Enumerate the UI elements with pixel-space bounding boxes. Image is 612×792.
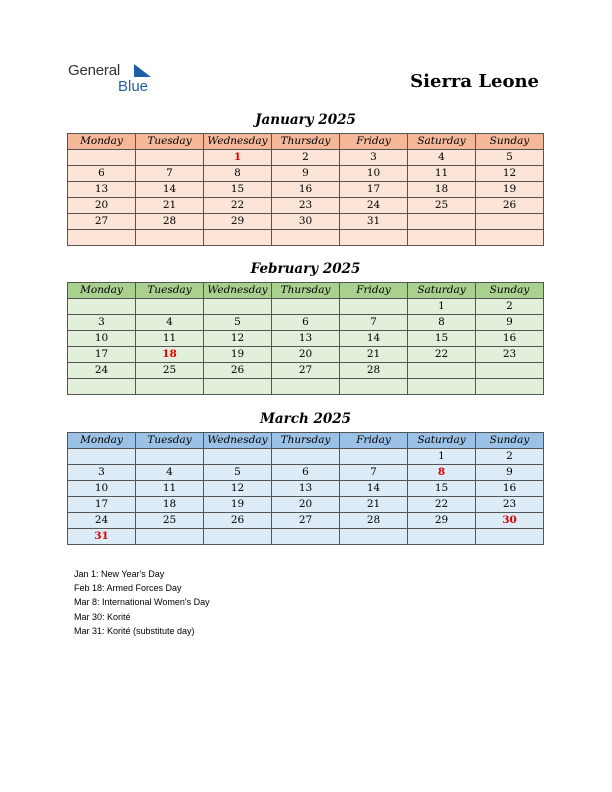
day-cell: 3	[68, 465, 136, 481]
weekday-header-row	[68, 283, 544, 299]
day-cell: 18	[408, 182, 476, 198]
week-row	[68, 379, 544, 395]
day-cell: 18	[136, 497, 204, 513]
day-cell	[68, 230, 136, 246]
day-cell: 26	[204, 513, 272, 529]
weekday-header-row	[68, 134, 544, 150]
weekday-wednesday: Wednesday	[204, 283, 272, 299]
holiday-day-cell: 8	[408, 465, 476, 481]
day-cell: 12	[204, 481, 272, 497]
day-cell: 25	[136, 513, 204, 529]
day-cell: 27	[272, 513, 340, 529]
day-cell: 24	[68, 363, 136, 379]
logo	[68, 62, 158, 96]
day-cell: 14	[340, 331, 408, 347]
day-cell	[340, 230, 408, 246]
day-cell: 26	[204, 363, 272, 379]
day-cell	[272, 529, 340, 545]
holiday-note: Feb 18: Armed Forces Day	[74, 583, 182, 594]
day-cell: 19	[476, 182, 544, 198]
week-row	[68, 182, 544, 198]
day-cell: 6	[272, 465, 340, 481]
week-row	[68, 363, 544, 379]
day-cell: 12	[476, 166, 544, 182]
day-cell: 20	[272, 497, 340, 513]
day-cell: 5	[204, 315, 272, 331]
weekday-sunday: Sunday	[476, 283, 544, 299]
day-cell: 12	[204, 331, 272, 347]
weekday-thursday: Thursday	[272, 134, 340, 150]
logo-blue-text: Blue	[118, 78, 149, 95]
week-row	[68, 315, 544, 331]
weekday-monday: Monday	[68, 433, 136, 449]
day-cell	[476, 363, 544, 379]
holiday-note: Jan 1: New Year's Day	[74, 569, 165, 579]
day-cell: 14	[340, 481, 408, 497]
day-cell: 19	[204, 347, 272, 363]
day-cell: 20	[272, 347, 340, 363]
day-cell: 5	[476, 150, 544, 166]
day-cell	[204, 299, 272, 315]
holiday-day-cell: 18	[136, 347, 204, 363]
day-cell: 9	[476, 465, 544, 481]
day-cell: 2	[476, 449, 544, 465]
week-row	[68, 230, 544, 246]
day-cell	[136, 150, 204, 166]
day-cell: 21	[136, 198, 204, 214]
holiday-note: Mar 8: International Women's Day	[74, 597, 210, 608]
day-cell	[204, 230, 272, 246]
day-cell: 1	[408, 299, 476, 315]
week-row	[68, 166, 544, 182]
day-cell	[340, 299, 408, 315]
day-cell: 13	[68, 182, 136, 198]
day-cell: 5	[204, 465, 272, 481]
holiday-notes	[74, 567, 210, 638]
day-cell: 4	[136, 465, 204, 481]
day-cell	[408, 214, 476, 230]
day-cell	[476, 214, 544, 230]
day-cell: 30	[272, 214, 340, 230]
day-cell: 11	[408, 166, 476, 182]
weekday-tuesday: Tuesday	[136, 134, 204, 150]
day-cell: 4	[136, 315, 204, 331]
day-cell: 29	[408, 513, 476, 529]
holiday-note: Mar 31: Korité (substitute day)	[74, 625, 195, 636]
day-cell: 10	[340, 166, 408, 182]
day-cell: 27	[272, 363, 340, 379]
calendar-body	[68, 449, 544, 545]
day-cell: 17	[340, 182, 408, 198]
day-cell: 13	[272, 331, 340, 347]
day-cell: 11	[136, 481, 204, 497]
day-cell: 10	[68, 481, 136, 497]
day-cell	[476, 230, 544, 246]
weekday-friday: Friday	[340, 283, 408, 299]
day-cell: 15	[204, 182, 272, 198]
day-cell: 2	[476, 299, 544, 315]
month-title-march: March 2025	[259, 411, 352, 427]
holiday-day-cell: 31	[68, 529, 136, 545]
day-cell	[204, 449, 272, 465]
month-title-february: February 2025	[250, 261, 361, 277]
day-cell: 23	[272, 198, 340, 214]
day-cell	[204, 529, 272, 545]
week-row	[68, 198, 544, 214]
day-cell: 23	[476, 347, 544, 363]
day-cell: 15	[408, 331, 476, 347]
week-row	[68, 465, 544, 481]
day-cell	[340, 449, 408, 465]
day-cell	[408, 230, 476, 246]
day-cell	[408, 363, 476, 379]
weekday-friday: Friday	[340, 134, 408, 150]
day-cell: 26	[476, 198, 544, 214]
day-cell: 28	[340, 513, 408, 529]
day-cell: 17	[68, 497, 136, 513]
day-cell: 16	[272, 182, 340, 198]
week-row	[68, 513, 544, 529]
day-cell	[136, 379, 204, 395]
day-cell	[340, 379, 408, 395]
week-row	[68, 299, 544, 315]
weekday-header-row	[68, 433, 544, 449]
holiday-note: Mar 30: Korité	[74, 611, 131, 622]
day-cell	[204, 379, 272, 395]
weekday-tuesday: Tuesday	[136, 433, 204, 449]
day-cell: 22	[204, 198, 272, 214]
day-cell: 28	[136, 214, 204, 230]
weekday-monday: Monday	[68, 283, 136, 299]
day-cell: 31	[340, 214, 408, 230]
day-cell	[408, 379, 476, 395]
day-cell: 29	[204, 214, 272, 230]
day-cell: 11	[136, 331, 204, 347]
day-cell	[136, 230, 204, 246]
weekday-sunday: Sunday	[476, 433, 544, 449]
week-row	[68, 449, 544, 465]
weekday-sunday: Sunday	[476, 134, 544, 150]
day-cell: 21	[340, 497, 408, 513]
week-row	[68, 331, 544, 347]
day-cell: 16	[476, 481, 544, 497]
day-cell	[68, 299, 136, 315]
day-cell: 24	[68, 513, 136, 529]
day-cell	[272, 379, 340, 395]
day-cell: 25	[408, 198, 476, 214]
day-cell	[136, 529, 204, 545]
day-cell	[136, 299, 204, 315]
day-cell	[68, 449, 136, 465]
weekday-saturday: Saturday	[408, 283, 476, 299]
holiday-day-cell: 1	[204, 150, 272, 166]
calendar-body	[68, 150, 544, 246]
weekday-wednesday: Wednesday	[204, 433, 272, 449]
day-cell: 3	[340, 150, 408, 166]
week-row	[68, 529, 544, 545]
calendar-body	[68, 299, 544, 395]
weekday-friday: Friday	[340, 433, 408, 449]
day-cell	[340, 529, 408, 545]
day-cell: 1	[408, 449, 476, 465]
day-cell	[476, 529, 544, 545]
weekday-wednesday: Wednesday	[204, 134, 272, 150]
week-row	[68, 214, 544, 230]
week-row	[68, 497, 544, 513]
day-cell	[476, 379, 544, 395]
country-title: Sierra Leone	[410, 71, 539, 92]
day-cell	[408, 529, 476, 545]
weekday-tuesday: Tuesday	[136, 283, 204, 299]
day-cell: 13	[272, 481, 340, 497]
day-cell: 7	[340, 465, 408, 481]
day-cell: 22	[408, 497, 476, 513]
weekday-monday: Monday	[68, 134, 136, 150]
weekday-thursday: Thursday	[272, 433, 340, 449]
day-cell: 17	[68, 347, 136, 363]
weekday-thursday: Thursday	[272, 283, 340, 299]
day-cell: 2	[272, 150, 340, 166]
day-cell: 23	[476, 497, 544, 513]
day-cell: 14	[136, 182, 204, 198]
day-cell: 9	[476, 315, 544, 331]
day-cell: 7	[136, 166, 204, 182]
day-cell	[272, 230, 340, 246]
day-cell	[68, 379, 136, 395]
logo-flag-icon	[134, 62, 152, 78]
day-cell	[68, 150, 136, 166]
day-cell: 9	[272, 166, 340, 182]
week-row	[68, 347, 544, 363]
calendar-march	[67, 432, 544, 545]
month-title-january: January 2025	[255, 112, 356, 128]
day-cell: 28	[340, 363, 408, 379]
day-cell: 21	[340, 347, 408, 363]
week-row	[68, 481, 544, 497]
day-cell: 24	[340, 198, 408, 214]
day-cell: 27	[68, 214, 136, 230]
day-cell	[272, 299, 340, 315]
day-cell: 20	[68, 198, 136, 214]
logo-general-text: General	[68, 62, 120, 79]
day-cell: 8	[408, 315, 476, 331]
day-cell: 3	[68, 315, 136, 331]
day-cell	[272, 449, 340, 465]
day-cell: 8	[204, 166, 272, 182]
day-cell: 19	[204, 497, 272, 513]
weekday-saturday: Saturday	[408, 134, 476, 150]
day-cell	[136, 449, 204, 465]
day-cell: 4	[408, 150, 476, 166]
day-cell: 6	[272, 315, 340, 331]
weekday-saturday: Saturday	[408, 433, 476, 449]
day-cell: 25	[136, 363, 204, 379]
calendar-january	[67, 133, 544, 246]
holiday-day-cell: 30	[476, 513, 544, 529]
day-cell: 15	[408, 481, 476, 497]
day-cell: 16	[476, 331, 544, 347]
day-cell: 7	[340, 315, 408, 331]
calendar-february	[67, 282, 544, 395]
day-cell: 10	[68, 331, 136, 347]
day-cell: 6	[68, 166, 136, 182]
week-row	[68, 150, 544, 166]
day-cell: 22	[408, 347, 476, 363]
